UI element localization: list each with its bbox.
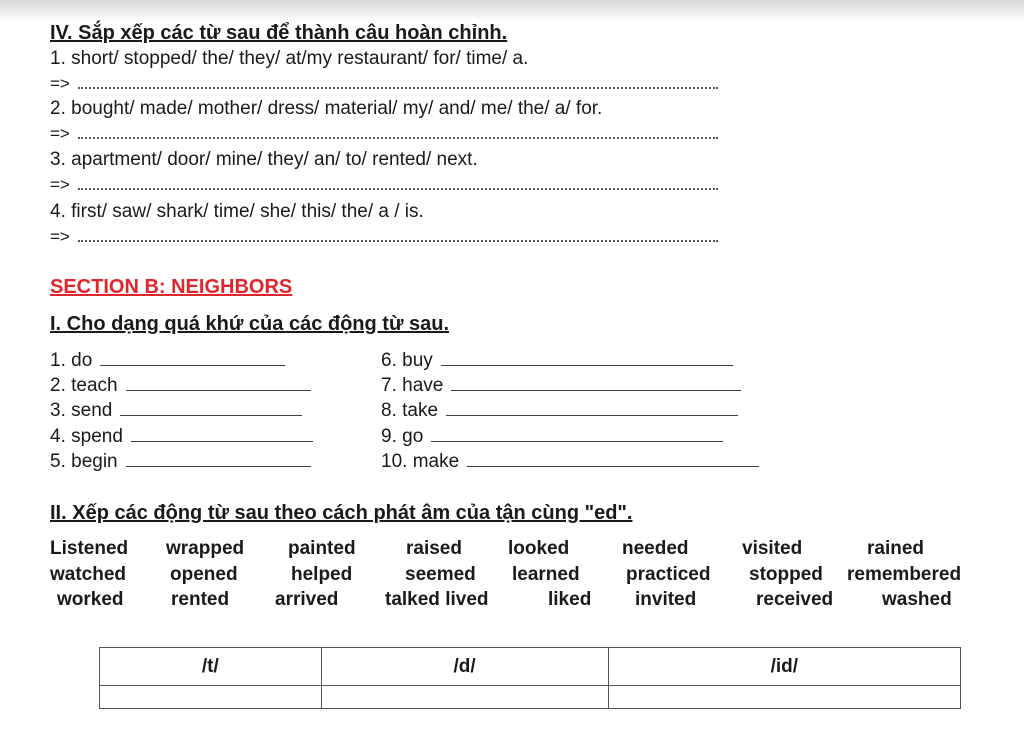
answer-blank[interactable] — [100, 364, 285, 366]
word-item: needed — [622, 538, 689, 559]
verb-item-1 — [50, 350, 285, 372]
verb-label: 2. teach — [50, 375, 118, 396]
word-item: opened — [170, 564, 238, 585]
dotted-line — [78, 81, 718, 89]
dotted-line — [78, 131, 718, 139]
part2-heading: II. Xếp các động từ sau theo cách phát âm của tận cùng "ed". — [50, 502, 633, 524]
answer-arrow: => — [50, 124, 70, 143]
sentence-item-4: 4. first/ saw/ shark/ time/ she/ this/ the/ a / is. — [50, 201, 424, 222]
answer-blank[interactable] — [120, 414, 302, 416]
word-item: watched — [50, 564, 127, 585]
answer-line-3[interactable] — [50, 175, 718, 195]
answer-blank[interactable] — [126, 465, 311, 467]
dotted-line — [78, 234, 718, 242]
table-header-d: /d/ — [321, 648, 608, 686]
table-cell-d[interactable] — [321, 686, 608, 709]
top-shadow — [0, 0, 1024, 22]
word-item: liked — [548, 589, 592, 610]
word-item: learned — [512, 564, 580, 585]
verb-label: 1. do — [50, 350, 93, 371]
table-header-t: /t/ — [100, 648, 322, 686]
answer-arrow: => — [50, 74, 70, 93]
word-item: worked — [57, 589, 124, 610]
word-item: rented — [171, 589, 230, 610]
answer-blank[interactable] — [441, 364, 733, 366]
answer-blank[interactable] — [451, 389, 741, 391]
verb-label: 8. take — [381, 400, 439, 421]
table-header-id: /id/ — [608, 648, 960, 686]
verb-item-10 — [381, 451, 759, 473]
verb-item-9 — [381, 426, 723, 448]
word-item: remembered — [847, 564, 962, 585]
word-item: helped — [291, 564, 353, 585]
word-item: raised — [406, 538, 462, 559]
word-item: washed — [882, 589, 952, 610]
word-item: rained — [867, 538, 925, 559]
word-item: Listened — [50, 538, 129, 559]
verb-item-7 — [381, 375, 741, 397]
word-item: received — [756, 589, 834, 610]
verb-label: 3. send — [50, 400, 113, 421]
dotted-line — [78, 182, 718, 190]
part4-heading: IV. Sắp xếp các từ sau để thành câu hoàn chỉnh. — [50, 22, 508, 44]
verb-label: 7. have — [381, 375, 444, 396]
verb-item-3 — [50, 400, 302, 422]
verb-label: 5. begin — [50, 451, 118, 472]
sentence-item-3: 3. apartment/ door/ mine/ they/ an/ to/ rented/ next. — [50, 149, 478, 170]
verb-label: 6. buy — [381, 350, 433, 371]
table-cell-id[interactable] — [608, 686, 960, 709]
word-item: wrapped — [166, 538, 245, 559]
answer-arrow: => — [50, 175, 70, 194]
word-item: stopped — [749, 564, 823, 585]
verb-item-6 — [381, 350, 733, 372]
answer-line-1[interactable] — [50, 74, 718, 94]
answer-blank[interactable] — [131, 440, 313, 442]
verb-label: 9. go — [381, 426, 424, 447]
section-b-title: SECTION B: NEIGHBORS — [50, 276, 293, 298]
word-item: painted — [288, 538, 356, 559]
sentence-item-1: 1. short/ stopped/ the/ they/ at/my restaurant/ for/ time/ a. — [50, 48, 529, 69]
verb-item-5 — [50, 451, 311, 473]
word-item: talked lived — [385, 589, 489, 610]
word-item: invited — [635, 589, 697, 610]
sentence-item-2: 2. bought/ made/ mother/ dress/ material/ my/ and/ me/ the/ a/ for. — [50, 98, 603, 119]
word-item: practiced — [626, 564, 711, 585]
answer-blank[interactable] — [446, 414, 738, 416]
verb-item-4 — [50, 426, 313, 448]
verb-item-8 — [381, 400, 738, 422]
word-item: seemed — [405, 564, 476, 585]
answer-blank[interactable] — [126, 389, 311, 391]
answer-line-2[interactable] — [50, 124, 718, 144]
answer-arrow: => — [50, 227, 70, 246]
answer-blank[interactable] — [467, 465, 759, 467]
answer-line-4[interactable] — [50, 227, 718, 247]
word-item: arrived — [275, 589, 339, 610]
verb-item-2 — [50, 375, 311, 397]
word-item: looked — [508, 538, 570, 559]
part1-heading: I. Cho dạng quá khứ của các động từ sau. — [50, 313, 450, 335]
ed-pronunciation-table — [99, 647, 961, 709]
word-item: visited — [742, 538, 803, 559]
table-cell-t[interactable] — [100, 686, 322, 709]
answer-blank[interactable] — [431, 440, 723, 442]
verb-label: 10. make — [381, 451, 460, 472]
verb-label: 4. spend — [50, 426, 123, 447]
